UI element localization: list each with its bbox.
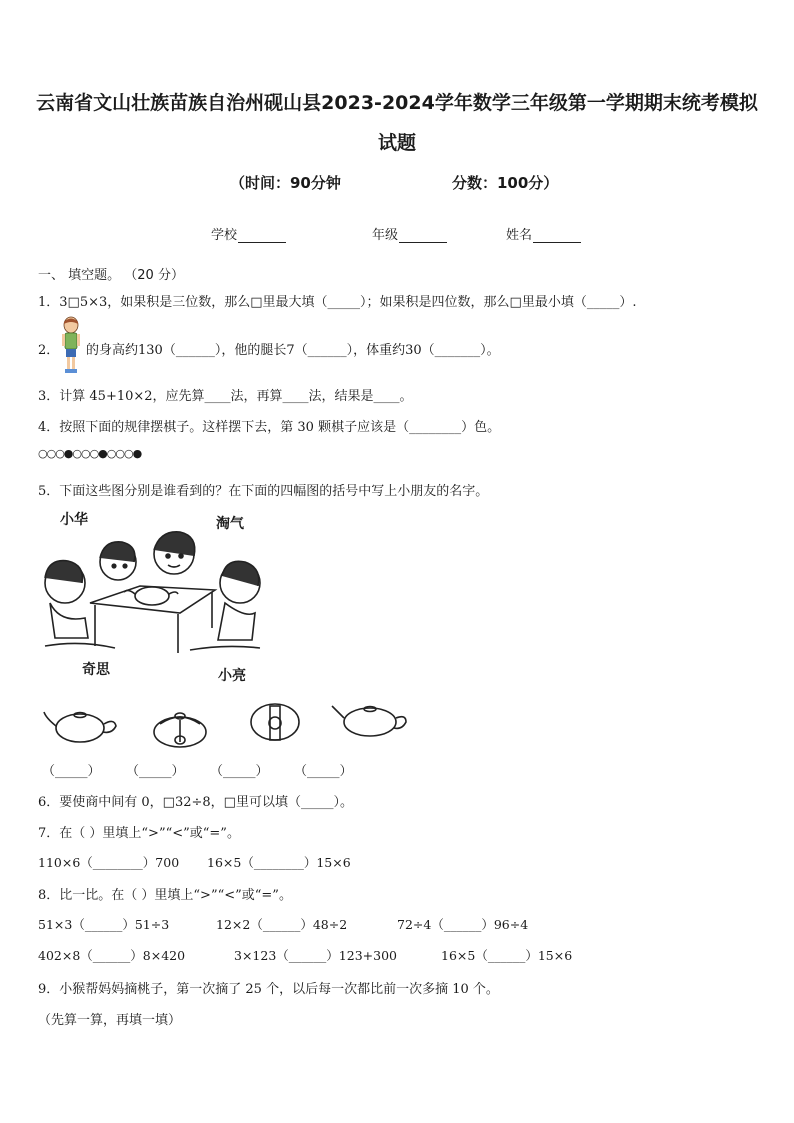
- question-7-item-2: 16×5（________）15×6: [207, 855, 351, 870]
- question-7-item-1: 110×6（________）700: [38, 855, 180, 870]
- teapot-blank-4[interactable]: （_____）: [294, 764, 353, 779]
- question-8-row1-item3: 72÷4（______）96÷4: [397, 917, 529, 932]
- school-blank[interactable]: [238, 228, 286, 243]
- page-title: 云南省文山壮族苗族自治州砚山县2023-2024学年数学三年级第一学期期末统考模拟: [36, 92, 758, 114]
- school-field[interactable]: [211, 224, 286, 243]
- question-5: 5．下面这些图分别是谁看到的？在下面的四幅图的括号中写上小朋友的名字。: [38, 484, 489, 499]
- child-name-qisi: 奇思: [82, 662, 110, 678]
- school-label: 学校: [211, 228, 238, 243]
- teapot-blank-1[interactable]: （_____）: [42, 764, 101, 779]
- name-blank[interactable]: [533, 228, 581, 243]
- question-8: 8．比一比。在（ ）里填上“>”“<”或“=”。: [38, 888, 292, 903]
- child-name-xiaoliang: 小亮: [218, 668, 246, 684]
- grade-blank[interactable]: [399, 228, 447, 243]
- teapot-blank-2[interactable]: （_____）: [126, 764, 185, 779]
- teapot-view-4-icon: [332, 706, 406, 736]
- grade-label: 年级: [372, 228, 399, 243]
- question-9-note: （先算一算，再填一填）: [38, 1013, 182, 1028]
- section-heading: 一、 填空题。 （20 分）: [38, 268, 184, 283]
- exam-time: （时间：90分钟: [230, 174, 341, 192]
- chess-pattern: ○○○●○○○●○○○●: [38, 447, 142, 460]
- child-name-taoqi: 淘气: [216, 516, 244, 532]
- teapot-blank-3[interactable]: （_____）: [210, 764, 269, 779]
- page-title-continued: 试题: [377, 132, 416, 154]
- children-table-illustration: [40, 528, 270, 663]
- teapot-view-2-icon: [154, 713, 206, 747]
- name-label: 姓名: [506, 228, 533, 243]
- question-4: 4．按照下面的规律摆棋子。这样摆下去，第 30 颗棋子应该是（________）色。: [38, 420, 501, 435]
- question-8-row1-item2: 12×2（______）48÷2: [216, 917, 348, 932]
- boy-figure-icon: [58, 316, 84, 376]
- name-field[interactable]: [506, 224, 581, 243]
- exam-score: 分数：100分）: [452, 174, 559, 192]
- teapot-view-1-icon: [44, 712, 116, 742]
- question-9: 9．小猴帮妈妈摘桃子，第一次摘了 25 个，以后每一次都比前一次多摘 10 个。: [38, 982, 499, 997]
- question-8-row2-item3: 16×5（______）15×6: [441, 948, 573, 963]
- question-1: 1．3□5×3，如果积是三位数，那么□里最大填（_____）；如果积是四位数，那么□里最小填（_____）.: [38, 295, 637, 310]
- question-8-row2-item2: 3×123（______）123+300: [234, 948, 397, 963]
- question-7: 7．在（ ）里填上“>”“<”或“=”。: [38, 826, 240, 841]
- question-3: 3．计算 45+10×2，应先算____法，再算____法，结果是____。: [38, 389, 413, 404]
- teapot-view-3-icon: [251, 704, 299, 740]
- question-2-number: 2．: [38, 343, 60, 358]
- teapot-views: [40, 700, 410, 752]
- child-name-xiaohua: 小华: [60, 512, 88, 528]
- question-8-row2-item1: 402×8（______）8×420: [38, 948, 186, 963]
- question-8-row1-item1: 51×3（______）51÷3: [38, 917, 170, 932]
- question-2: 的身高约130（______），他的腿长7（______），体重约30（_______）。: [86, 343, 500, 358]
- grade-field[interactable]: [372, 224, 447, 243]
- question-6: 6．要使商中间有 0，□32÷8，□里可以填（_____）。: [38, 795, 353, 810]
